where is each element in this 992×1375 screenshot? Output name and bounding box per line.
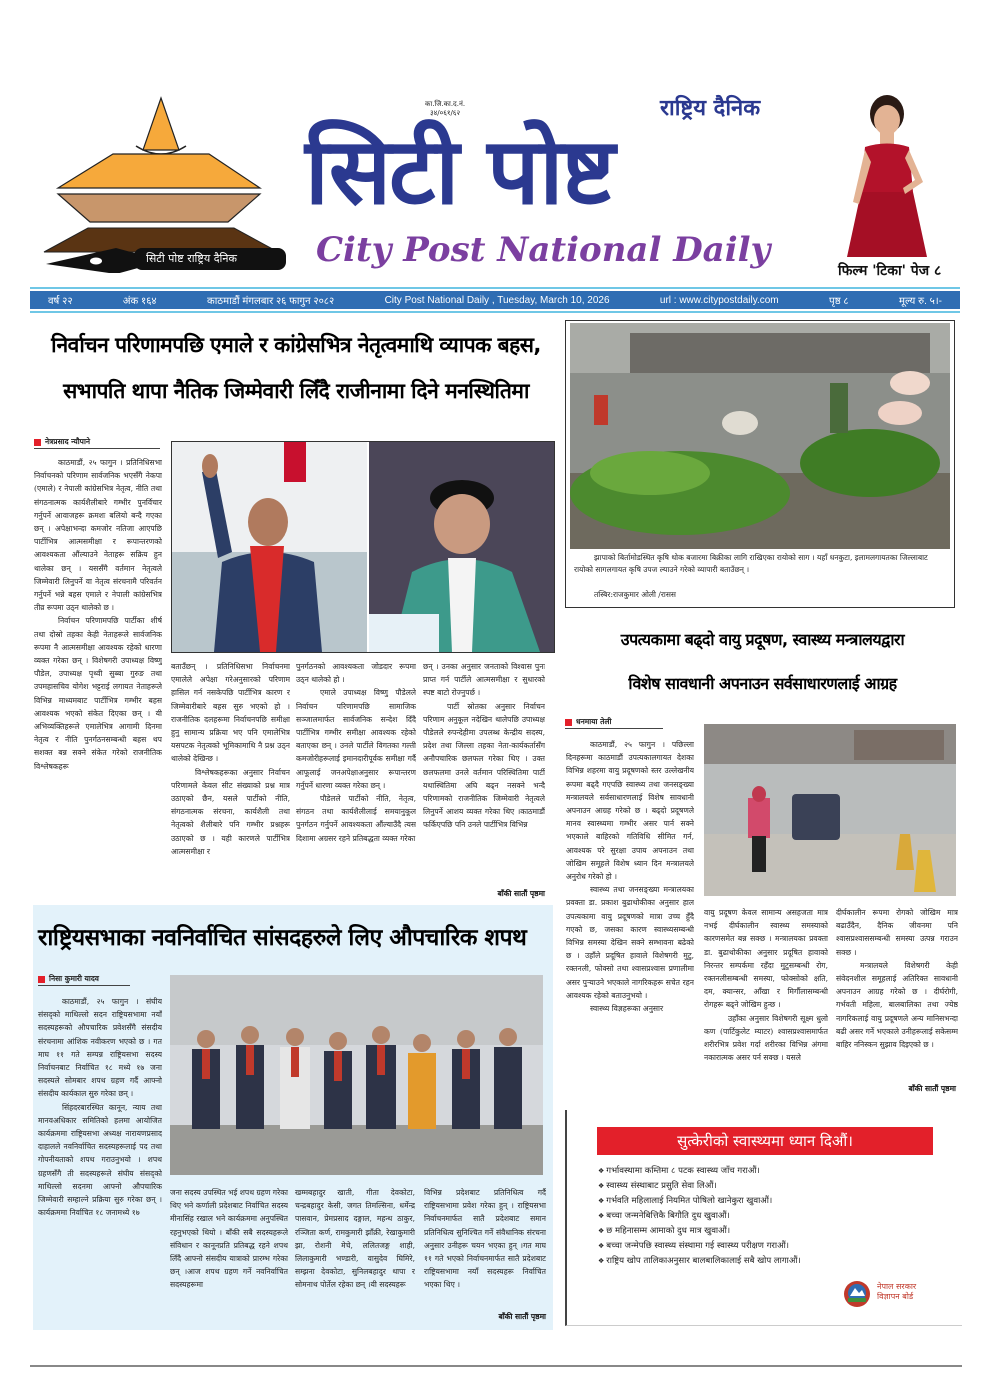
website-url[interactable]: url : www.citypostdaily.com bbox=[659, 294, 779, 306]
story1-photo bbox=[171, 441, 555, 653]
promo-photo-actress[interactable] bbox=[835, 92, 935, 257]
advert-tip: ❖ बच्चा जन्मेपछि स्वास्थ्य संस्थामा गई स्वास्थ्य परीक्षण गराऔं। bbox=[598, 1239, 898, 1254]
story3-paragraph: सिंहदरबारस्थित कानून, न्याय तथा मानवअधिकार समितिको हलमा आयोजित कार्यक्रममा राष्ट्रियसभा अध्यक्ष नारायणप्रसाद दाहालले नवनिर्वाचित सदस्यहरूलाई पद तथा गोपनीयताको शपथ गराउनुभयो । शपथ ग्रहणसँगै ती सदस्यहरूले संघीय संसद्को माथिल्लो सदनमा आफ्नो औपचारिक जिम्मेवारी सम्हाल्ने प्रक्रिया सुरु गरेका छन् ।कार्यक्रममा निर्वाचित १८ जनामध्ये १७ bbox=[38, 1102, 162, 1218]
story2-column-1 bbox=[566, 738, 694, 1106]
vegetable-market-photo-icon bbox=[570, 323, 950, 549]
story1-column-3 bbox=[296, 660, 416, 884]
story1-headline-line2[interactable]: सभापति थापा नैतिक जिम्मेवारी लिँदै राजीनामा दिने मनस्थितिमा bbox=[63, 379, 529, 403]
advert-tip: ❖ छ महिनासम्म आमाको दुध मात्र खुवाऔं। bbox=[598, 1224, 898, 1239]
registration-info bbox=[425, 100, 465, 118]
story1-paragraph: निर्वाचन परिणामपछि पार्टीका शीर्ष तथा दोस्रो तहका केही नेताहरूले सार्वजनिक रूपमा नै आत्मसमीक्षा आवश्यक रहेको धारणा व्यक्त गरेका छन् । विशेषगरी उपाध्यक्ष विष्णु पौडेल, उपाध्यक्ष पृथ्वी सुब्बा गुरुङ तथा उपमहासचिव योगेश भट्टराई लगायत नेताहरूले विभिन्न माध्यमबाट पार्टीभित्र गम्भीर बहस आवश्यक भएको संकेत दिएका छन् । यी अभिव्यक्तिहरूले एमालेभित्र आगामी दिनमा नेतृत्व र नीति पुनर्गठनसम्बन्धी बहस थप सशक्त बन्न सक्ने संकेत गरेको राजनीतिक विश्लेषकहरू bbox=[34, 616, 162, 771]
story1-column-4 bbox=[423, 660, 545, 884]
issue-year: वर्ष २२ bbox=[48, 296, 73, 307]
advert-headline: सुत्केरीको स्वास्थ्यमा ध्यान दिऔं। bbox=[597, 1127, 933, 1155]
photo-story-box bbox=[565, 320, 955, 608]
issue-price: मूल्य रु. ५।- bbox=[898, 296, 942, 307]
registration-number: ३४/०६१/६२ bbox=[429, 109, 461, 117]
story3-paragraph: काठमाडौं, २५ फागुन । संघीय संसद्को माथिल्लो सदन राष्ट्रियसभामा नयाँ सदस्यहरूको औपचारिक प्रवेशसँगै संसदीय संरचनामा आंशिक नवीकरण भएको छ । गत माघ ११ गते सम्पन्न राष्ट्रियसभा सदस्य निर्वाचनबाट निर्वाचित १८ मध्ये १७ जना सदस्यले सोमबार शपथ ग्रहण गर्दै आफ्नो संसदीय कार्यकाल सुरु गरेका छन् । bbox=[38, 997, 162, 1099]
photo-story-credit: तस्बिर:राजकुमार ओली /रासस bbox=[594, 590, 676, 599]
story1-column-1 bbox=[34, 456, 162, 896]
advert-sponsor bbox=[877, 1282, 916, 1302]
masthead-title-nepali: सिटी पोष्ट bbox=[305, 118, 614, 225]
story2-paragraph: स्वास्थ्य तथा जनसङ्ख्या मन्त्रालयका प्रवक्ता डा. प्रकाश बुढाथोकीका अनुसार हाल उपत्यकामा वायु प्रदूषणको मात्रा उच्च हुँदै गएको छ, जसका कारण स्वास्थ्यसम्बन्धी विभिन्न समस्या देखिन सक्ने सम्भावना बढेको छ । उहाँले प्रदूषित हावाले विशेषगरी मुटु, रक्तनली, फोक्सो तथा श्वासप्रश्वास प्रणालीमा असर पुर्‍याउने भएकाले नागरिकहरू सचेत रहन आवश्यक रहेको बताउनुभयो । bbox=[566, 885, 694, 1000]
info-bar-top-rule bbox=[30, 287, 960, 289]
story1-headline[interactable] bbox=[36, 322, 556, 414]
story2-headline[interactable] bbox=[565, 618, 960, 706]
story3-column-1 bbox=[38, 995, 162, 1325]
story3-column-2 bbox=[170, 1186, 288, 1326]
story1-paragraph: विश्लेषकहरूका अनुसार निर्वाचन परिणामले केवल सीट संख्याको प्रश्न मात्र उठाएको छैन, यसले पार्टीको नीति, संगठनात्मक संरचना, कार्यशैली तथा नेतृत्वको शैलीबारे पनि गम्भीर प्रश्नहरू उठाएको छ । यही कारणले पार्टीभित्र आत्मसमीक्षा र bbox=[171, 767, 290, 856]
advert-tip: ❖ गर्भावस्थामा कम्तिमा ८ पटक स्वास्थ्य जाँच गराऔं। bbox=[598, 1164, 898, 1179]
story2-author: धनमाया तेली bbox=[576, 717, 612, 726]
info-bar-bottom-rule bbox=[30, 311, 960, 313]
story2-column-2 bbox=[704, 906, 828, 1104]
page-count: पृष्ठ ८ bbox=[829, 296, 849, 307]
pagoda-pen-logo-icon bbox=[38, 88, 300, 273]
story1-paragraph: एमाले उपाध्यक्ष विष्णु पौडेलले निर्वाचन परिणामपछि सामाजिक सञ्जालमार्फत सार्वजनिक सन्देश दिँदै पार्टीभित्र गम्भीर समीक्षा आवश्यक रहेको बताएका छन् । उनले पार्टीले विगतका गल्ती कमजोरीहरूलाई इमानदारीपूर्वक समीक्षा गर्दै आफूलाई जनअपेक्षाअनुसार रूपान्तरण गर्नुपर्ने धारणा व्यक्त गरेका छन् । bbox=[296, 688, 416, 790]
story1-column-2 bbox=[171, 660, 290, 884]
story3-photo bbox=[170, 975, 543, 1175]
advert-tip: ❖ गर्भवति महिलालाई नियमित पोषिलो खानेकुरा खुवाऔं। bbox=[598, 1194, 898, 1209]
story3-continued-link[interactable]: बाँकी सातौं पृष्ठमा bbox=[498, 1312, 546, 1321]
story3-paragraph: जना सदस्य उपस्थित भई शपथ ग्रहण गरेका थिए भने कर्णाली प्रदेशबाट निर्वाचित सदस्य मीनासिंह रखाल भने कार्यक्रममा अनुपस्थित रहनुभएको थियो । बाँकी सबै सदस्यहरूले संविधान र कानूनप्रति प्रतिबद्ध रहने शपथ लिँदै आफ्नो संसदीय यात्राको प्रारम्भ गरेका छन् ।आज शपथ ग्रहण गर्ने नवनिर्वाचित सदस्यहरूमा bbox=[170, 1188, 288, 1290]
story3-paragraph: खम्मबहादुर खाती, गीता देवकोटा, चन्द्रबहादुर केसी, जगत तिमल्सिना, धर्मेन्द्र पासवान, प्रेमप्रसाद दङ्गाल, महन्थ ठाकुर, रञ्जिता कर्ण, रामकुमारी झाँक्री, रेखाकुमारी झा, रोशनी मेचे, ललितजङ्ग शाही, लिलाकुमारी भण्डारी, वासुदेव घिमिरे, सम्झना देवकोटा, सुनिलबहादुर थापा र सोमनाथ पोर्तेल रहेका छन् ।यी सदस्यहरू bbox=[295, 1188, 415, 1290]
advert-sponsor-line1: नेपाल सरकार bbox=[877, 1282, 917, 1291]
story2-paragraph: मन्त्रालयले विशेषगरी केही संवेदनशील समूहलाई अतिरिक्त सावधानी अपनाउन आग्रह गरेको छ । दीर्घरोगी, गर्भवती महिला, बालबालिका तथा ज्येष्ठ नागरिकलाई वायु प्रदूषणले अन्य मानिसभन्दा बढी असर गर्ने भएकाले उनीहरूलाई सकेसम्म बाहिर ननिस्कन सुझाव दिइएको छ । bbox=[836, 960, 958, 1050]
story3-paragraph: विभिन्न प्रदेशबाट प्रतिनिधित्व गर्दै राष्ट्रियसभामा प्रवेश गरेका हुन् । राष्ट्रियसभा निर्वाचनमार्फत सातै प्रदेशबाट समान प्रतिनिधित्व सुनिश्चित गर्ने संवैधानिक संरचना अनुसार उनीहरू चयन भएका हुन् ।गत माघ ११ गते भएको निर्वाचनमार्फत सातै प्रदेशबाट राष्ट्रियसभामा नयाँ सदस्यहरू निर्वाचित भएका थिए । bbox=[424, 1188, 546, 1290]
story1-paragraph: पौडेलले पार्टीको नीति, नेतृत्व, संगठन तथा कार्यशैलीलाई समयानुकूल पुनर्गठन गर्नुपर्ने आवश्यकता औंल्याउँदै त्यस दिशामा अग्रसर रहने प्रतिबद्धता व्यक्त गरेका bbox=[296, 794, 416, 843]
story2-paragraph: दीर्घकालीन रूपमा रोगको जोखिम मात्र बढाउँदैन, दैनिक जीवनमा पनि श्वासप्रश्वाससम्बन्धी समस्या उत्पन्न गराउन सक्छ । bbox=[836, 908, 958, 957]
logo-caption: सिटी पोष्ट राष्ट्रिय दैनिक bbox=[146, 252, 237, 265]
issue-number: अंक १६४ bbox=[122, 296, 157, 307]
story2-headline-line2[interactable]: विशेष सावधानी अपनाउन सर्वसाधारणलाई आग्रह bbox=[628, 674, 897, 693]
story1-author: नेत्रप्रसाद न्यौपाने bbox=[45, 437, 91, 446]
story1-paragraph: पार्टी स्रोतका अनुसार निर्वाचन परिणाम अनुकूल नदेखिन थालेपछि उपाध्यक्ष पौडेलले रुपन्देहीमा उपलब्ध केन्द्रीय सदस्य, प्रदेश तथा जिल्ला तहका नेता-कार्यकर्तासँग अनौपचारिक छलफल गरेका थिए । उक्त छलफलमा उनले वर्तमान परिस्थितिमा पार्टी यथास्थितिमा अघि बढ्न नसक्ने भन्दै परिणामको राजनीतिक जिम्मेवारी नेतृत्वले लिनुपर्ने आशय व्यक्त गरेका थिए ।काठमाडौं फर्किएपछि पनि उनले पार्टीभित्र विभिन्न bbox=[423, 701, 545, 830]
story1-byline bbox=[34, 437, 160, 449]
story2-column-3 bbox=[836, 906, 958, 1078]
story2-photo bbox=[704, 724, 956, 896]
actress-photo-icon bbox=[835, 92, 935, 257]
story2-paragraph: उहाँका अनुसार विशेषगरी सूक्ष्म धुलो कण (पार्टिकुलेट म्याटर) श्वासप्रश्वासमार्फत शरीरभित्र प्रवेश गर्दा शरीरका विभिन्न अंगमा नकारात्मक असर पर्न सक्छ । यसले bbox=[704, 1013, 828, 1063]
story2-headline-line1[interactable]: उपत्यकामा बढ्दो वायु प्रदूषण, स्वास्थ्य मन्त्रालयद्वारा bbox=[620, 630, 905, 649]
story1-continued-link[interactable]: बाँकी सातौं पृष्ठमा bbox=[497, 889, 545, 898]
newspaper-logo bbox=[38, 88, 300, 273]
story3-headline[interactable]: राष्ट्रियसभाका नवनिर्वाचित सांसदहरुले लिए औपचारिक शपथ bbox=[38, 925, 527, 951]
advert-tip: ❖ स्वास्थ्य संस्थाबाट प्रसुति सेवा लिऔं। bbox=[598, 1179, 898, 1194]
advert-tip: ❖ राष्ट्रिय खोप तालिकाअनुसार बालबालिकालाई सबै खोप लागाऔं। bbox=[598, 1254, 898, 1269]
story1-paragraph: पुनर्गठनको आवश्यकता जोडदार रूपमा उठ्न थालेको हो । bbox=[296, 662, 416, 685]
story2-paragraph: काठमाडौं, २५ फागुन । पछिल्ला दिनहरूमा काठमाडौं उपत्यकालगायत देशका विभिन्न शहरमा वायु प्रदूषणको स्तर उल्लेखनीय रूपमा बढ्दै गएपछि स्वास्थ्य तथा जनसङ्ख्या मन्त्रालयले सर्वसाधारणलाई विशेष सावधानी अपनाउन आग्रह गरेको छ । बढ्दो प्रदूषणले मानव स्वास्थ्यमा गम्भीर असर पार्न सक्ने भएकाले बाहिरको गतिविधि सीमित गर्न, आवश्यक परे सुरक्षा उपाय अपनाउन तथा जोखिम समूहले विशेष ध्यान दिन मन्त्रालयले अनुरोध गरेको हो । bbox=[566, 740, 694, 882]
nepal-government-emblem-icon bbox=[842, 1280, 872, 1308]
swearing-in-group-photo-icon bbox=[170, 975, 543, 1175]
story3-byline bbox=[38, 974, 130, 986]
promo-caption[interactable]: फिल्म 'टिका' पेज ८ bbox=[838, 263, 942, 279]
page-footer-rule bbox=[30, 1365, 962, 1367]
advert-tip: ❖ बच्चा जन्मनेबित्तिकै बिगौति दुध खुवाऔं। bbox=[598, 1209, 898, 1224]
masthead-title-english: City Post National Daily bbox=[316, 230, 771, 270]
advert-sponsor-line2: विज्ञापन बोर्ड bbox=[877, 1292, 914, 1301]
story3-author: निसा कुमारी यादव bbox=[49, 974, 99, 983]
story1-headline-line1[interactable]: निर्वाचन परिणामपछि एमाले र कांग्रेसभित्र नेतृत्वमाथि व्यापक बहस, bbox=[51, 333, 541, 357]
story1-paragraph: बताउँछन् । प्रतिनिधिसभा निर्वाचनमा एमालेले अपेक्षा गरेअनुसारको परिणाम हासिल गर्न नसकेपछि पार्टीभित्र कारण र जिम्मेवारीबारे बहस सुरु भएको हो । राजनीतिक दलहरूमा निर्वाचनपछि समीक्षा हुनु सामान्य प्रक्रिया भए पनि एमालेभित्र यसपटक नेतृत्वको भूमिकामाथि नै प्रश्न उठ्न थालेको देखिन्छ । bbox=[171, 662, 290, 764]
story1-paragraph: काठमाडौं, २५ फागुन । प्रतिनिधिसभा निर्वाचनको परिणाम सार्वजनिक भएसँगै नेकपा (एमाले) र नेपाली कांग्रेसभित्र नेतृत्व, नीति तथा संगठनात्मक कार्यशैलीबारे गम्भीर पुनर्विचार गर्नुपर्ने आवाजहरू क्रमशः बलियो बन्दै गएका छन् । अपेक्षाभन्दा कमजोर नतिजा आएपछि पार्टीभित्र आत्मसमीक्षा र रूपान्तरणको आवश्यकता औंल्याउने नेताहरू सक्रिय हुन थालेका छन् । यससँगै वर्तमान नेतृत्वले जिम्मेवारी लिनुपर्ने वा नेतृत्व संरचनामै परिवर्तन गर्नुपर्ने भन्ने बहस एमाले र नेपाली कांग्रेसभित्र तीव्र रूपमा उठ्न थालेको छ । bbox=[34, 458, 162, 613]
issue-info-bar bbox=[30, 291, 960, 309]
story1-paragraph: छन् । उनका अनुसार जनताको विश्वास पुनः प्राप्त गर्न पार्टीले आत्मसमीक्षा र सुधारको स्पष्ट बाटो रोज्नुपर्छ । bbox=[423, 662, 545, 698]
byline-marker-icon bbox=[565, 719, 572, 726]
issue-date-english: City Post National Daily , Tuesday, March 10, 2026 bbox=[384, 294, 610, 306]
registration-label: का.जि.का.द.नं. bbox=[425, 100, 466, 108]
story2-continued-link[interactable]: बाँकी सातौं पृष्ठमा bbox=[908, 1084, 956, 1093]
politicians-photo-icon bbox=[172, 442, 554, 652]
byline-marker-icon bbox=[34, 439, 41, 446]
story2-paragraph: स्वास्थ्य विज्ञहरूका अनुसार bbox=[590, 1004, 664, 1014]
story2-byline bbox=[565, 717, 663, 729]
advert-tips-list bbox=[598, 1164, 898, 1269]
air-pollution-photo-icon bbox=[704, 724, 956, 896]
story3-column-3 bbox=[295, 1186, 415, 1326]
photo-story-caption: झापाको बिर्तामोडस्थित कृषि थोक बजारमा बिक्रीका लागि राखिएका रायोको साग । यहाँ धनकुटा, इलामलगायतका जिल्लाबाट रायोको सागलगायत कृषि उपज ल्याउने गरेको व्यापारी बताउँछन् । bbox=[574, 553, 928, 574]
issue-date-nepali: काठमाडौं मंगलबार २६ फागुन २०८२ bbox=[207, 296, 335, 307]
story3-column-4 bbox=[424, 1186, 546, 1306]
byline-marker-icon bbox=[38, 976, 45, 983]
masthead-tagline: राष्ट्रिय दैनिक bbox=[660, 96, 761, 121]
story2-paragraph: वायु प्रदूषण केवल सामान्य असहजता मात्र नभई दीर्घकालीन स्वास्थ्य समस्याको कारणसमेत बन्न सक्छ । मन्त्रालयका प्रवक्ता डा. बुढाथोकीका अनुसार प्रदूषित हावाको निरन्तर सम्पर्कमा रहँदा मुटुसम्बन्धी रोग, रक्तनलीसम्बन्धी समस्या, फोक्सोको क्षति, दम, क्यान्सर, आँखा र मिर्गौलासम्बन्धी रोगहरू बढ्ने जोखिम हुन्छ । bbox=[704, 908, 828, 1010]
